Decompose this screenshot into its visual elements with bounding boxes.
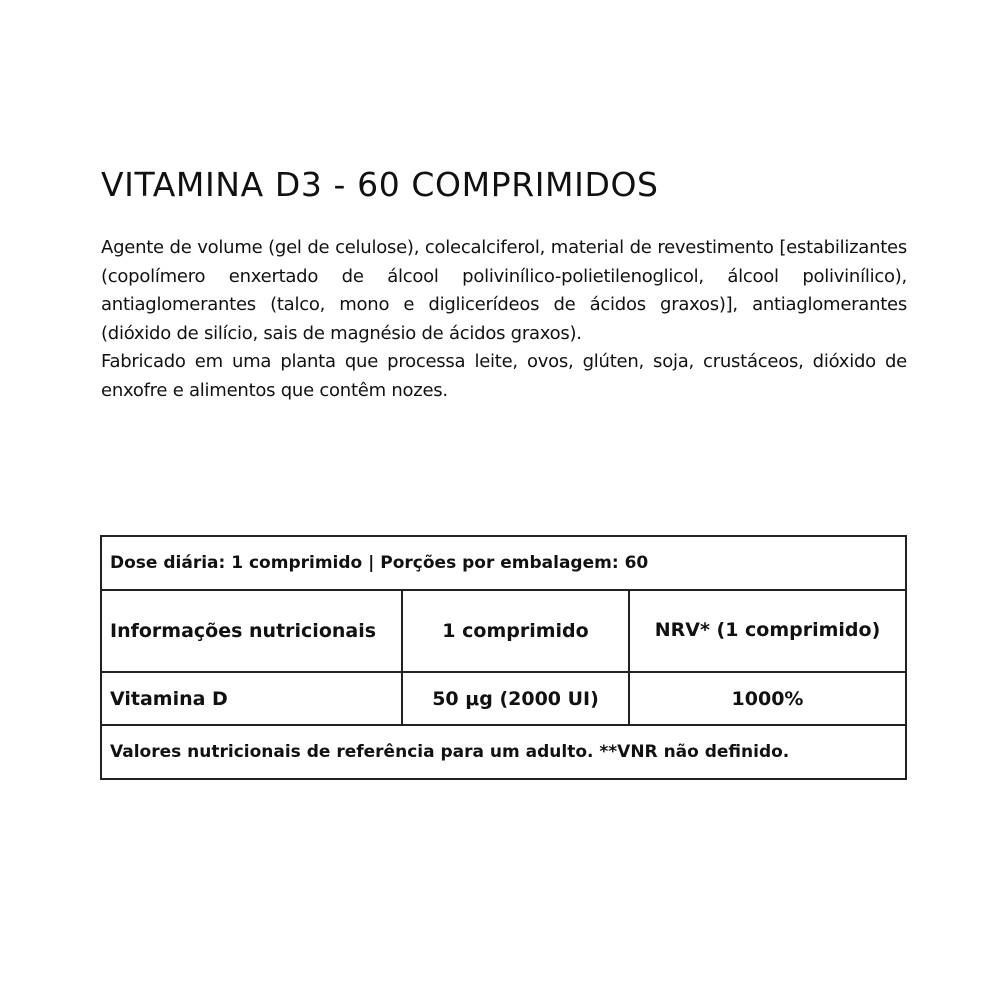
product-title: VITAMINA D3 - 60 COMPRIMIDOS — [101, 165, 659, 204]
table-header-row — [101, 590, 906, 672]
allergen-notice: Fabricado em uma planta que processa leite, ovos, glúten, soja, crustáceos, dióxido de enxofre e alimentos que contêm nozes. — [101, 351, 907, 401]
ingredients-paragraph: Agente de volume (gel de celulose), colecalciferol, material de revestimento [estabilizantes (copolímero enxertado de álcool polivinílico-polietilenoglicol, álcool polivinílico), antiaglomerantes (talco, mono e diglicerídeos de ácidos graxos)], antiaglomerantes (dióxido de silício, sais de magnésio de ácidos graxos). — [101, 237, 907, 344]
serving-info-row — [101, 536, 906, 590]
nutrient-nrv: 1000% — [629, 672, 906, 725]
header-nrv-label: NRV* (1 comprimido) — [654, 619, 881, 642]
nutrient-amount: 50 μg (2000 UI) — [402, 672, 629, 725]
header-nrv — [629, 590, 906, 672]
footnote-row — [101, 725, 906, 779]
serving-info: Dose diária: 1 comprimido | Porções por embalagem: 60 — [101, 536, 906, 590]
ingredients-description — [101, 234, 907, 405]
header-per-tablet: 1 comprimido — [402, 590, 629, 672]
header-nutrition-info: Informações nutricionais — [101, 590, 402, 672]
table-row — [101, 672, 906, 725]
nutrition-table — [100, 535, 907, 780]
table-footnote: Valores nutricionais de referência para um adulto. **VNR não definido. — [101, 725, 906, 779]
nutrient-name: Vitamina D — [101, 672, 402, 725]
